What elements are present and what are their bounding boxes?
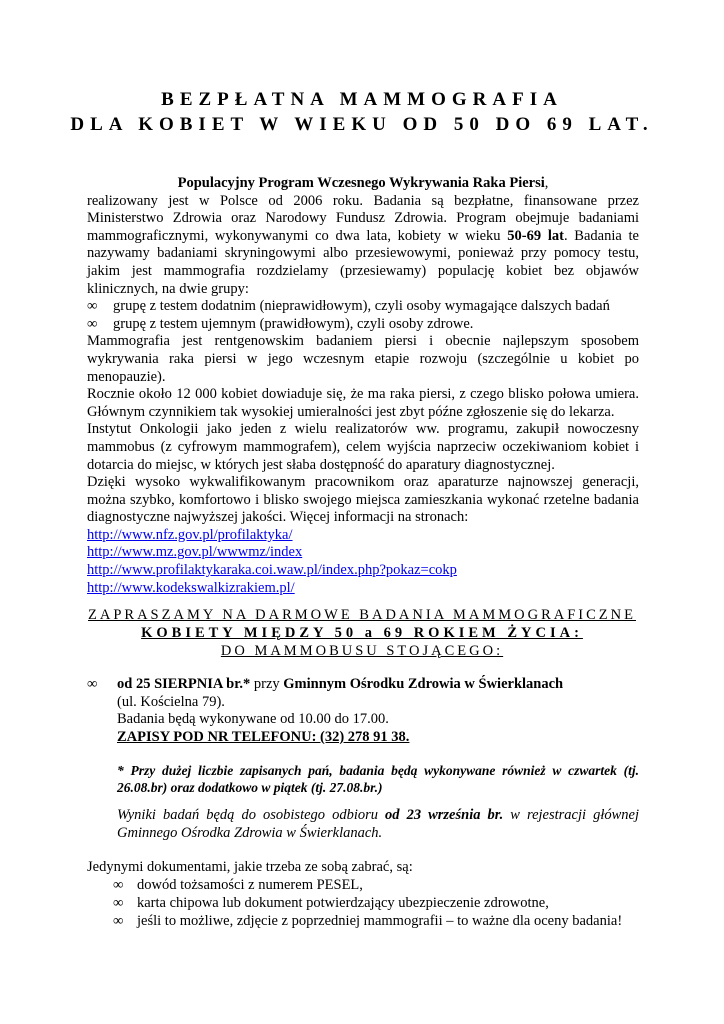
invite-line-3: DO MAMMOBUSU STOJĄCEGO:: [220, 643, 504, 659]
program-name: Populacyjny Program Wczesnego Wykrywania Raka Piersi: [177, 175, 545, 191]
intro-paragraph-3: Rocznie około 12 000 kobiet dowiaduje się, że ma raka piersi, z czego blisko połowa umiera. Głównym czynnikiem tak wysokiej umieralności jest zbyt późne zgłoszenie się do lekarza.: [87, 386, 639, 420]
event-hours: Badania będą wykonywane od 10.00 do 17.00.: [117, 711, 389, 728]
list-item: ∞ grupę z testem ujemnym (prawidłowym), czyli osoby zdrowe.: [87, 315, 474, 332]
infinity-bullet-icon: ∞: [87, 315, 98, 332]
intro-section: [87, 175, 639, 597]
link-profilaktykaraka[interactable]: http://www.profilaktykaraka.coi.waw.pl/index.php?pokaz=cokp: [87, 562, 457, 579]
results-info: Wyniki badań będą do osobistego odbioru od 23 września br. w rejestracji głównej Gminnego Ośrodka Zdrowia w Świerklanach.: [117, 807, 639, 841]
documents-intro: Jedynymi dokumentami, jakie trzeba ze sobą zabrać, są:: [87, 859, 413, 875]
infinity-bullet-icon: ∞: [113, 895, 124, 911]
invite-line-2: KOBIETY MIĘDZY 50 a 69 ROKIEM ŻYCIA:: [141, 625, 583, 641]
intro-paragraph-1: realizowany jest w Polsce od 2006 roku. Badania są bezpłatne, finansowane przez Ministerstwo Zdrowia oraz Narodowy Fundusz Zdrowia. Program obejmuje badaniami mammograficznymi, wykonywanymi co dwa lata, kobiety w wieku 50-69 lat. Badania te nazywamy badaniami skryningowymi albo przesiewowymi, ponieważ przy pomocy testu, jakim jest mammografia rozdzielamy (przesiewamy) populację kobiet bez objawów klinicznych, na dwie grupy:: [87, 192, 639, 297]
intro-paragraph-4: Instytut Onkologii jako jeden z wielu realizatorów ww. programu, zakupił nowoczesny mammobus (z cyfrowym mammografem), celem wyjścia naprzeciw oczekiwaniom kobiet i dotarcia do miejsc, w których jest słaba dostępność do aparatury diagnostycznej.: [87, 421, 639, 473]
invite-line-1: ZAPRASZAMY NA DARMOWE BADANIA MAMMOGRAFICZNE: [88, 607, 636, 623]
link-kodekswalkizrakiem[interactable]: http://www.kodekswalkizrakiem.pl/: [87, 579, 295, 596]
link-nfz[interactable]: http://www.nfz.gov.pl/profilaktyka/: [87, 526, 293, 543]
intro-paragraph-2: Mammografia jest rentgenowskim badaniem piersi i obecnie najlepszym sposobem wykrywania raka piersi w jego wczesnym etapie rozwoju (szczególnie u kobiet po menopauzie).: [87, 333, 639, 385]
program-name-line: Populacyjny Program Wczesnego Wykrywania Raka Piersi,: [177, 175, 549, 191]
link-mz[interactable]: http://www.mz.gov.pl/wwwmz/index: [87, 544, 303, 561]
list-item: ∞ karta chipowa lub dokument potwierdzający ubezpieczenie zdrowotne,: [113, 895, 549, 911]
event-place: Gminnym Ośrodku Zdrowia w Świerklanach: [283, 676, 564, 692]
list-item: ∞ dowód tożsamości z numerem PESEL,: [113, 877, 363, 893]
list-item: ∞ jeśli to możliwe, zdjęcie z poprzedniej mammografii – to ważne dla oceny badania!: [113, 913, 623, 929]
required-documents: [87, 858, 639, 930]
documents-list: [87, 876, 639, 930]
infinity-bullet-icon: ∞: [113, 913, 124, 929]
infinity-bullet-icon: ∞: [113, 877, 124, 893]
event-details: ∞ od 25 SIERPNIA br.* przy Gminnym Ośrodku Zdrowia w Świerklanach (ul. Kościelna 79). Badania będą wykonywane od 10.00 do 17.00. ZAPISY POD NR TELEFONU: (32) 278 91 38.: [87, 676, 639, 746]
infinity-bullet-icon: ∞: [87, 676, 98, 692]
footnote: * Przy dużej liczbie zapisanych pań, badania będą wykonywane również w czwartek (tj. 26.08.br) oraz dodatkowo w piątek (tj. 27.08.br.): [117, 763, 639, 795]
title-line-2: DLA KOBIET W WIEKU OD 50 DO 69 LAT.: [70, 114, 654, 135]
event-date: od 25 SIERPNIA br.*: [117, 676, 251, 692]
event-address: (ul. Kościelna 79).: [117, 693, 225, 710]
results-date: od 23 września br.: [385, 807, 504, 823]
list-item: ∞ grupę z testem dodatnim (nieprawidłowym), czyli osoby wymagające dalszych badań: [87, 298, 610, 315]
infinity-bullet-icon: ∞: [87, 298, 98, 315]
event-phone: ZAPISY POD NR TELEFONU: (32) 278 91 38.: [117, 728, 410, 745]
title-line-1: BEZPŁATNA MAMMOGRAFIA: [161, 89, 563, 110]
intro-paragraph-5: Dzięki wysoko wykwalifikowanym pracownikom oraz aparaturze najnowszej generacji, można szybko, komfortowo i blisko swojego miejsca zamieszkania wykonać rzetelne badania diagnostyczne najwyższej jakości. Więcej informacji na stronach:: [87, 474, 639, 526]
age-range: 50-69 lat: [507, 227, 564, 244]
